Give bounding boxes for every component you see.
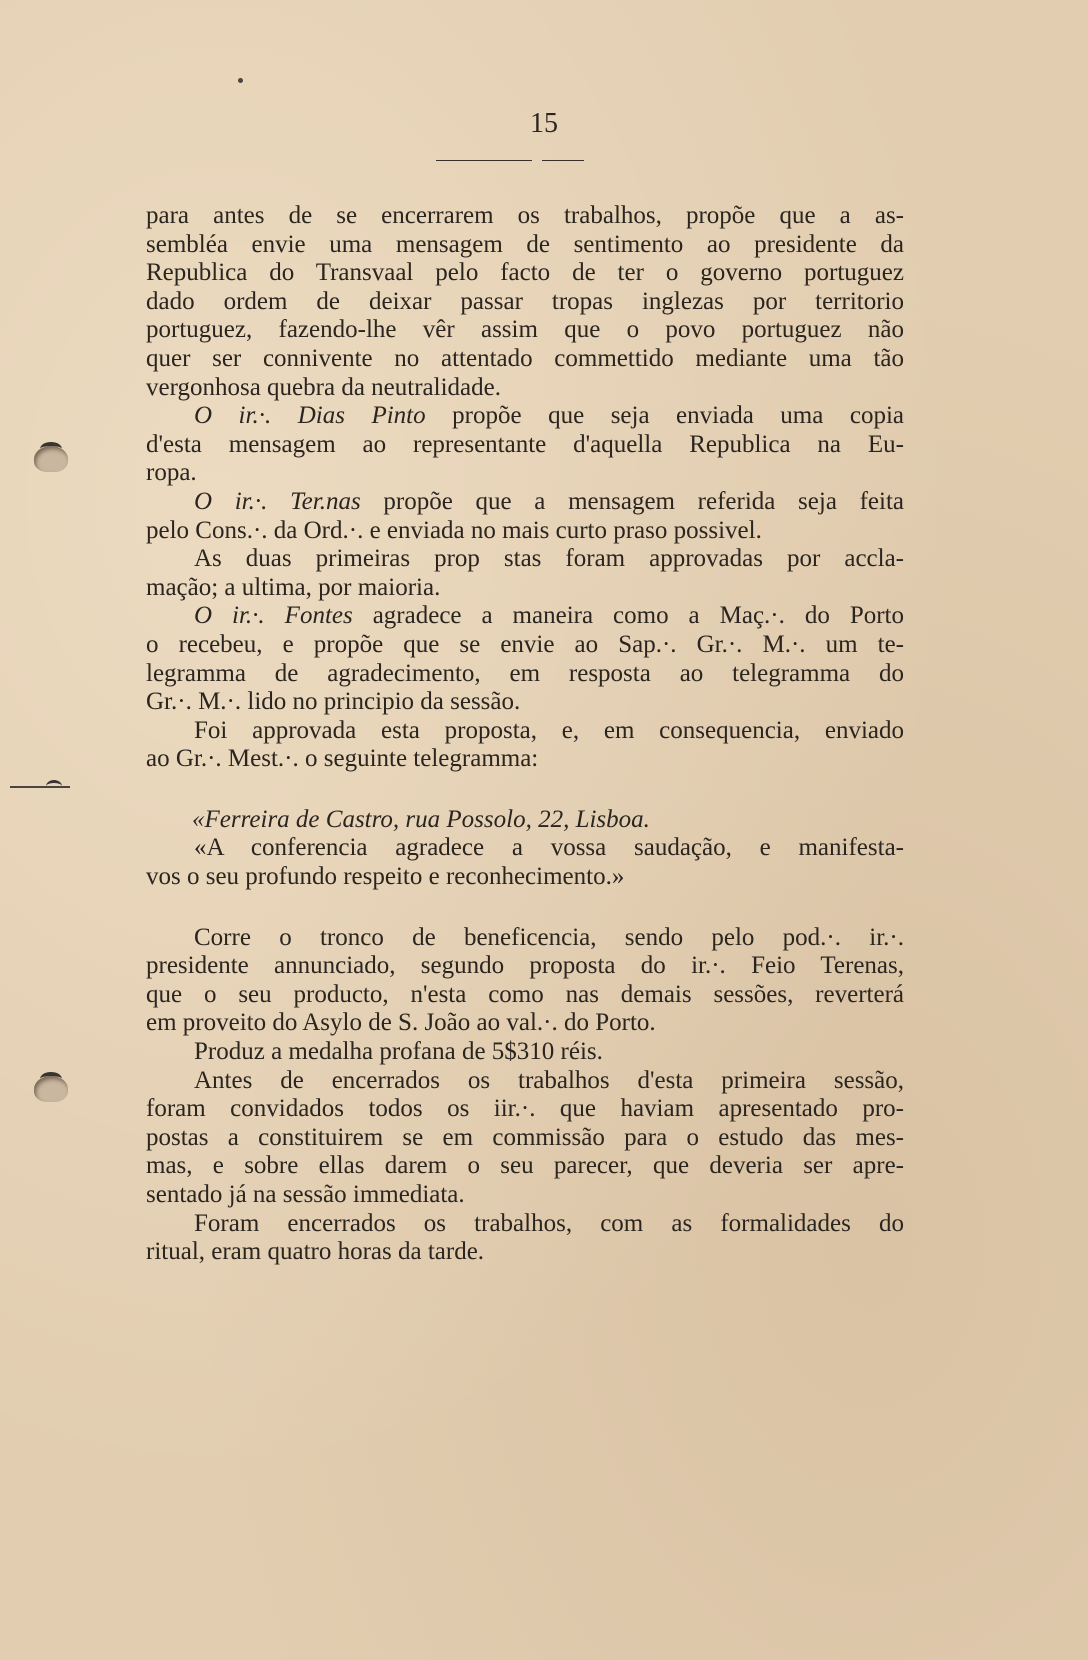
text-line: o recebeu, e propõe que se envie ao Sap.·. Gr.·. M.·. um te- [146, 630, 904, 658]
speaker-title: O ir.·. [194, 487, 268, 515]
text-line: As duas primeiras prop stas foram approvadas por accla- [194, 545, 904, 573]
paragraph-approval [146, 545, 904, 602]
spacer [146, 774, 904, 806]
text-line: para antes de se encerrarem os trabalhos, propõe que a as- [146, 202, 904, 229]
text-line: sentado já na sessão immediata. [146, 1181, 465, 1208]
text-line: portuguez, fazendo-lhe vêr assim que o povo portuguez não [146, 316, 904, 344]
text-line: mação; a ultima, por maioria. [146, 573, 441, 601]
text-line: vos o seu profundo respeito e reconhecimento.» [146, 863, 625, 891]
body-text [146, 202, 904, 1267]
text-line: vergonhosa quebra da neutralidade. [146, 373, 501, 401]
paragraph-commissions [146, 1067, 904, 1210]
text-line: O ir.·. Fontes agradece a maneira como a Maç.·. do Porto [194, 602, 905, 630]
paragraph-fontes [146, 602, 904, 716]
paragraph-closing [146, 1210, 904, 1267]
text-line: Foram encerrados os trabalhos, com as formalidades do [194, 1209, 904, 1237]
text-line: Antes de encerrados os trabalhos d'esta primeira sessão, [194, 1066, 904, 1094]
paragraph-transvaal-proposal [146, 202, 904, 402]
text-line: Foi approvada esta proposta, e, em consequencia, enviado [194, 716, 904, 744]
binding-hole-bottom [30, 1070, 72, 1100]
text-line: em proveito do Asylo de S. João ao val.·. do Porto. [146, 1009, 656, 1037]
text-line: mas, e sobre ellas darem o seu parecer, que deveria ser apre- [146, 1152, 904, 1180]
paragraph-ternas [146, 488, 904, 545]
text-line: Produz a medalha profana de 5$310 réis. [194, 1038, 603, 1066]
text-line: Republica do Transvaal pelo facto de ter o governo portuguez [146, 259, 904, 287]
telegram-quote [146, 806, 904, 892]
text-line: Gr.·. M.·. lido no principio da sessão. [146, 688, 521, 716]
text-line: presidente annunciado, segundo proposta do ir.·. Feio Terenas, [146, 952, 904, 980]
paragraph-medal [146, 1038, 904, 1067]
binding-mark-middle [10, 786, 70, 792]
speaker-name: Fontes [284, 602, 353, 630]
text-line: ropa. [146, 459, 197, 487]
ink-speck [238, 78, 243, 83]
text-line: pelo Cons.·. da Ord.·. e enviada no mais curto praso possivel. [146, 516, 762, 544]
text-line: O ir.·. Dias Pinto propõe que seja enviada uma copia [194, 402, 904, 430]
speaker-name: Dias Pinto [297, 402, 426, 430]
text-line: O ir.·. Ter.nas propõe que a mensagem referida seja feita [194, 487, 905, 515]
spacer [146, 892, 904, 924]
text-line: ao Gr.·. Mest.·. o seguinte telegramma: [146, 745, 539, 773]
text-line: que o seu producto, n'esta como nas demais sessões, reverterá [146, 980, 904, 1008]
text-line: postas a constituirem se em commissão para o estudo das mes- [146, 1123, 904, 1151]
text-line: Corre o tronco de beneficencia, sendo pelo pod.·. ir.·. [194, 923, 904, 951]
paragraph-telegram-approved [146, 717, 904, 774]
speaker-title: O ir.·. [194, 602, 265, 630]
speaker-title: O ir.·. [194, 402, 272, 430]
text-line: ritual, eram quatro horas da tarde. [146, 1238, 485, 1266]
text-line: d'esta mensagem ao representante d'aquella Republica na Eu- [146, 430, 904, 458]
text-line: dado ordem de deixar passar tropas inglezas por territorio [146, 287, 904, 315]
binding-hole-top [30, 440, 72, 470]
text-line: quer ser connivente no attentado commettido mediante uma tão [146, 344, 904, 372]
text-line: sembléa envie uma mensagem de sentimento ao presidente da [146, 230, 904, 258]
telegram-address: «Ferreira de Castro, rua Possolo, 22, Lisboa. [192, 805, 650, 833]
paragraph-dias-pinto [146, 402, 904, 488]
speaker-name: Ter.nas [290, 487, 361, 515]
text-line: legramma de agradecimento, em resposta ao telegramma do [146, 659, 904, 687]
header-rule-right [542, 160, 584, 161]
text-line: «A conferencia agradece a vossa saudação, e manifesta- [194, 834, 904, 862]
text-line: foram convidados todos os iir.·. que haviam apresentado pro- [146, 1095, 904, 1123]
page-number: 15 [530, 108, 558, 139]
paragraph-beneficence [146, 924, 904, 1038]
header-rule-left [436, 160, 532, 161]
